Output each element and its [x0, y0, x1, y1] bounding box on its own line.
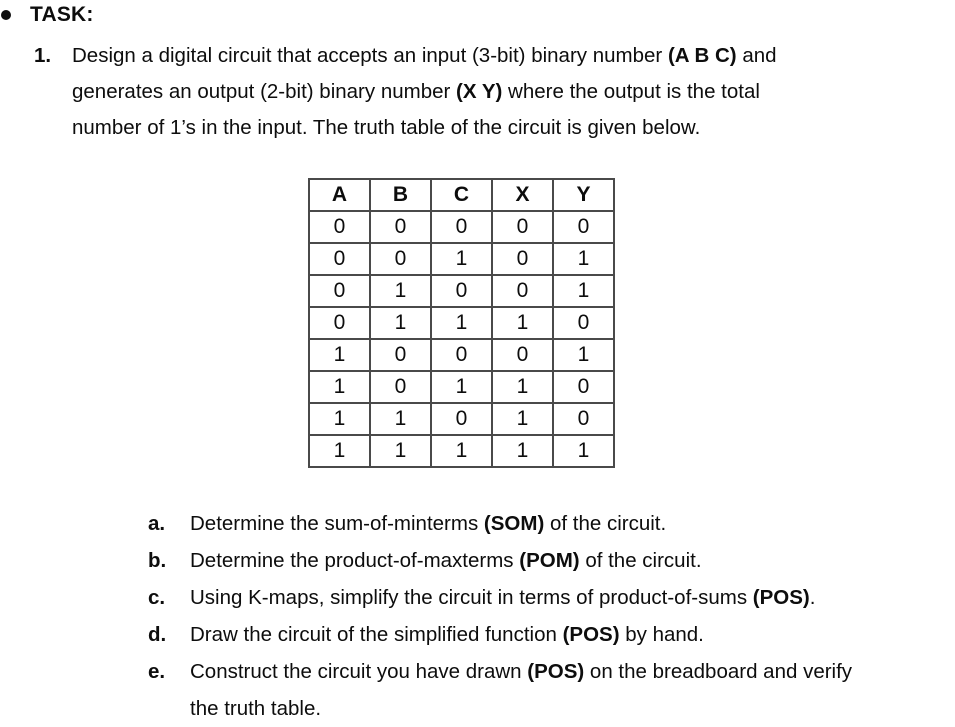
text-run: by hand. [619, 623, 704, 646]
truth-table-cell: 0 [553, 307, 614, 339]
truth-table-cell: 1 [492, 307, 553, 339]
text-run: where the output is the total [502, 80, 760, 103]
truth-table-row [309, 211, 614, 243]
truth-table-cell: 1 [492, 371, 553, 403]
subtask-text [190, 616, 955, 653]
subtask-label: a. [148, 512, 166, 535]
truth-table-row [309, 275, 614, 307]
truth-table-cell: 0 [492, 211, 553, 243]
bold-text-run: (POS) [562, 623, 620, 646]
truth-table-cell: 1 [309, 435, 370, 467]
subtask-label: b. [148, 549, 167, 572]
truth-table-cell: 0 [431, 275, 492, 307]
truth-table-cell: 0 [370, 211, 431, 243]
truth-table-cell: 0 [309, 243, 370, 275]
truth-table-cell: 1 [309, 339, 370, 371]
subtask-label: d. [148, 623, 167, 646]
truth-table-cell: 1 [553, 275, 614, 307]
truth-table-cell: 1 [370, 275, 431, 307]
subtask-d [148, 616, 955, 653]
truth-table-cell: 0 [309, 307, 370, 339]
truth-table-cell: 0 [431, 339, 492, 371]
bold-text-run: (POS) [527, 660, 585, 683]
truth-table-cell: 1 [553, 339, 614, 371]
truth-table-cell: 1 [553, 243, 614, 275]
truth-table-cell: 1 [309, 371, 370, 403]
truth-table-cell: 0 [370, 339, 431, 371]
truth-table-cell: 1 [431, 435, 492, 467]
truth-table-cell: 0 [431, 403, 492, 435]
text-run: and [736, 44, 777, 67]
text-run: Design a digital circuit that accepts an input (3-bit) binary number [72, 44, 668, 67]
truth-table-cell: 0 [370, 243, 431, 275]
truth-table-cell: 1 [370, 307, 431, 339]
truth-table-row [309, 403, 614, 435]
truth-table-header-cell: C [431, 179, 492, 211]
text-run: number of 1’s in the input. The truth table of the circuit is given below. [72, 116, 701, 139]
text-run: Construct the circuit you have drawn [190, 660, 528, 683]
truth-table-cell: 0 [309, 275, 370, 307]
subtask-text [190, 505, 955, 542]
truth-table-header-cell: B [370, 179, 431, 211]
truth-table-cell: 1 [370, 403, 431, 435]
truth-table-header-cell: A [309, 179, 370, 211]
subtask-label: e. [148, 660, 166, 683]
truth-table-cell: 0 [553, 211, 614, 243]
truth-table-row [309, 435, 614, 467]
text-run: of the circuit. [544, 512, 667, 535]
bold-text-run: (X Y) [456, 80, 503, 103]
truth-table-cell: 1 [553, 435, 614, 467]
subtask-b [148, 542, 955, 579]
subtask-label: c. [148, 586, 166, 609]
truth-table [308, 178, 615, 468]
text-run: generates an output (2-bit) binary number [72, 80, 457, 103]
item-number: 1. [34, 44, 52, 67]
bold-text-run: (POM) [519, 549, 580, 572]
subtask-list [148, 505, 955, 727]
truth-table-cell: 0 [370, 371, 431, 403]
subtask-a [148, 505, 955, 542]
truth-table-cell: 0 [492, 243, 553, 275]
subtask-text [190, 579, 955, 616]
truth-table-cell: 0 [431, 211, 492, 243]
bold-text-run: (A B C) [667, 44, 737, 67]
truth-table-header-cell: Y [553, 179, 614, 211]
truth-table-cell: 0 [553, 403, 614, 435]
truth-table-row [309, 339, 614, 371]
bold-text-run: (POS) [752, 586, 810, 609]
text-run: Determine the sum-of-minterms [190, 512, 484, 535]
truth-table-cell: 1 [492, 435, 553, 467]
truth-table-cell: 1 [492, 403, 553, 435]
task-heading: TASK: [30, 3, 94, 26]
truth-table-cell: 1 [431, 243, 492, 275]
bullet-icon [1, 10, 11, 20]
truth-table-cell: 0 [492, 275, 553, 307]
subtask-text [190, 542, 955, 579]
text-run: Draw the circuit of the simplified function [190, 623, 563, 646]
text-run: of the circuit. [579, 549, 702, 572]
text-run: on the breadboard and verify [584, 660, 853, 683]
item-description [72, 38, 934, 146]
truth-table-header-row [309, 179, 614, 211]
subtask-c [148, 579, 955, 616]
truth-table-cell: 0 [492, 339, 553, 371]
text-run: Using K-maps, simplify the circuit in terms of product-of-sums [190, 586, 753, 609]
text-run: Determine the product-of-maxterms [190, 549, 520, 572]
truth-table-row [309, 371, 614, 403]
subtask-e [148, 653, 955, 727]
truth-table-cell: 1 [431, 307, 492, 339]
truth-table-cell: 0 [553, 371, 614, 403]
truth-table-cell: 1 [309, 403, 370, 435]
bold-text-run: (SOM) [483, 512, 545, 535]
truth-table-cell: 1 [370, 435, 431, 467]
truth-table-cell: 0 [309, 211, 370, 243]
truth-table-cell: 1 [431, 371, 492, 403]
subtask-text [190, 653, 955, 727]
truth-table-row [309, 243, 614, 275]
text-run: the truth table. [190, 697, 322, 720]
truth-table-header-cell: X [492, 179, 553, 211]
truth-table-row [309, 307, 614, 339]
text-run: . [809, 586, 816, 609]
